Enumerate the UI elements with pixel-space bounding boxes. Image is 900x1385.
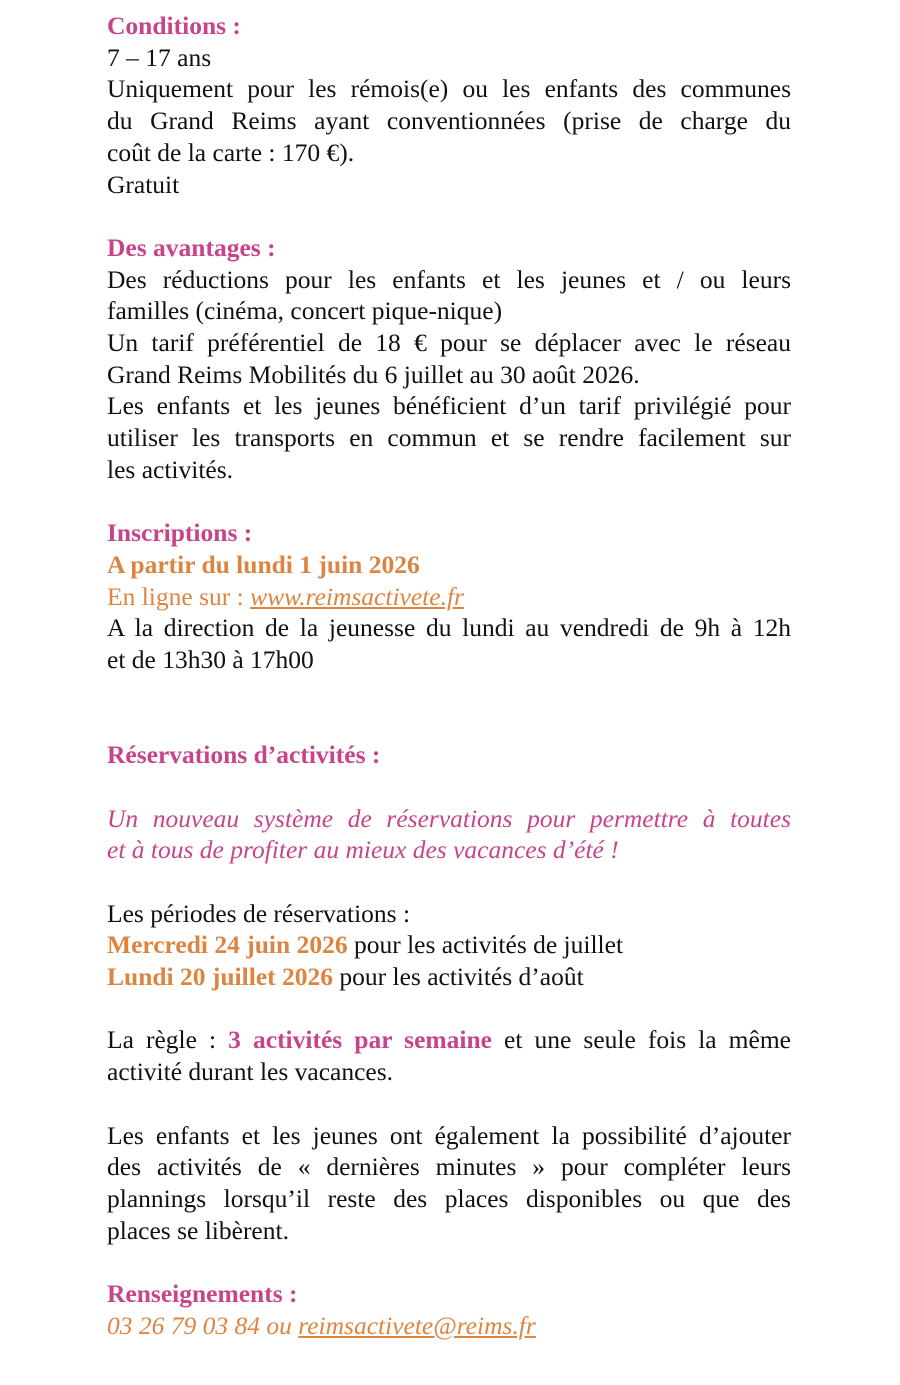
document-page bbox=[107, 10, 791, 1341]
inscriptions-online bbox=[107, 581, 791, 613]
reservations-section bbox=[107, 739, 791, 1246]
reservation-period bbox=[107, 929, 791, 961]
contact-phone: 03 26 79 03 84 bbox=[107, 1310, 260, 1340]
avantages-section bbox=[107, 232, 791, 486]
avantages-text-line: familles (cinéma, concert pique-nique) bbox=[107, 296, 503, 326]
inscriptions-text-line: et de 13h30 à 17h00 bbox=[107, 645, 314, 675]
reservation-period bbox=[107, 961, 791, 993]
conditions-heading: Conditions : bbox=[107, 11, 241, 40]
contact-separator: ou bbox=[260, 1310, 299, 1340]
renseignements-section bbox=[107, 1278, 791, 1341]
reservation-period-date: Lundi 20 juillet 2026 bbox=[107, 962, 334, 992]
contact-line bbox=[107, 1310, 791, 1342]
last-minute-line: plannings lorsqu’il reste des places disponibles ou que des bbox=[107, 1183, 791, 1213]
inscriptions-heading: Inscriptions : bbox=[107, 518, 253, 548]
reservations-periods-label: Les périodes de réservations : bbox=[107, 898, 411, 928]
conditions-text-line: Uniquement pour les rémois(e) ou les enfants des communes bbox=[107, 74, 791, 104]
reservation-period-text: pour les activités de juillet bbox=[347, 930, 624, 960]
avantages-text-line: Les enfants et les jeunes bénéficient d’un tarif privilégié pour bbox=[107, 391, 791, 421]
email-link[interactable]: reimsactivete@reims.fr bbox=[298, 1310, 536, 1340]
reservations-intro-line: et à tous de profiter au mieux des vacances d’été ! bbox=[107, 835, 619, 865]
reservation-period-text: pour les activités d’août bbox=[333, 962, 584, 992]
conditions-text-line: du Grand Reims ayant conventionnées (prise de charge du bbox=[107, 106, 791, 136]
avantages-text-line: Des réductions pour les enfants et les jeunes et / ou leurs bbox=[107, 264, 791, 294]
inscriptions-online-prefix: En ligne sur : bbox=[107, 581, 251, 611]
inscriptions-start-date: A partir du lundi 1 juin 2026 bbox=[107, 549, 420, 579]
conditions-section bbox=[107, 10, 791, 200]
avantages-text-line: Un tarif préférentiel de 18 € pour se déplacer avec le réseau bbox=[107, 328, 791, 358]
last-minute-line: Les enfants et les jeunes ont également la possibilité d’ajouter bbox=[107, 1120, 791, 1150]
website-link[interactable]: www.reimsactivete.fr bbox=[250, 581, 464, 611]
reservation-rule-line2: activité durant les vacances. bbox=[107, 1057, 394, 1087]
avantages-text-line: Grand Reims Mobilités du 6 juillet au 30 août 2026. bbox=[107, 359, 640, 389]
reservations-intro-line: Un nouveau système de réservations pour permettre à toutes bbox=[107, 803, 791, 833]
conditions-age: 7 – 17 ans bbox=[107, 42, 212, 72]
last-minute-line: des activités de « dernières minutes » pour compléter leurs bbox=[107, 1152, 791, 1182]
last-minute-line: places se libèrent. bbox=[107, 1215, 289, 1245]
renseignements-heading: Renseignements : bbox=[107, 1279, 298, 1308]
rule-suffix: et une seule fois la même bbox=[491, 1025, 791, 1055]
conditions-text-line: coût de la carte : 170 €). bbox=[107, 137, 355, 167]
inscriptions-section bbox=[107, 517, 791, 676]
avantages-text-line: utiliser les transports en commun et se rendre facilement sur bbox=[107, 423, 791, 453]
reservations-heading: Réservations d’activités : bbox=[107, 740, 381, 770]
inscriptions-text-line: A la direction de la jeunesse du lundi au vendredi de 9h à 12h bbox=[107, 613, 791, 643]
avantages-heading: Des avantages : bbox=[107, 232, 276, 262]
rule-highlight: 3 activités par semaine bbox=[228, 1025, 492, 1055]
reservation-period-date: Mercredi 24 juin 2026 bbox=[107, 930, 348, 960]
conditions-price: Gratuit bbox=[107, 169, 180, 199]
avantages-text-line: les activités. bbox=[107, 454, 234, 484]
reservation-rule bbox=[107, 1024, 791, 1056]
rule-prefix: La règle : bbox=[107, 1025, 229, 1055]
